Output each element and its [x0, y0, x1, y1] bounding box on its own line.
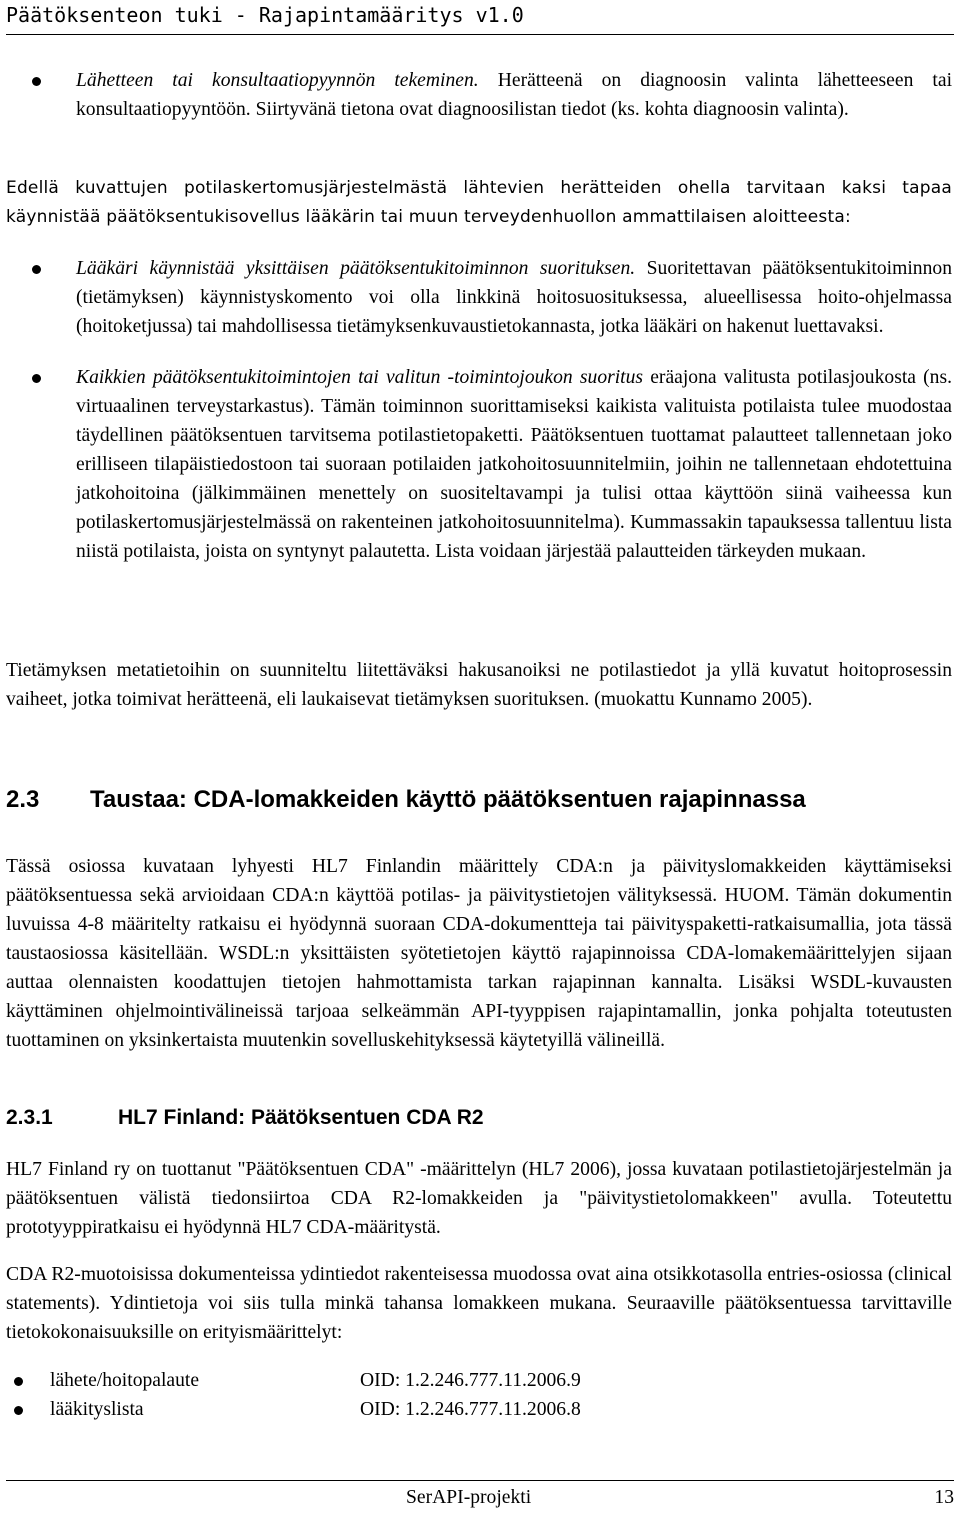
bullet-item — [6, 66, 952, 124]
bullet-lead: Lähetteen tai konsultaatiopyynnön tekeminen. — [76, 70, 479, 91]
section-heading-2-3 — [6, 786, 806, 814]
section-number: 2.3 — [6, 786, 40, 813]
meta-text: Tietämyksen metatietoihin on suunniteltu liitettäväksi hakusanoiksi ne potilastiedot ja yllä kuvatut hoitoprosessin vaiheet, jotka toimivat herätteenä, eli laukaisevat tietämyksen suorituksen. (muokattu Kunnamo 2005). — [6, 660, 952, 710]
section-heading-2-3-1 — [6, 1106, 484, 1130]
oid-value: OID: 1.2.246.777.11.2006.9 — [360, 1370, 581, 1391]
meta-paragraph — [6, 656, 952, 714]
bullet-dot — [32, 374, 41, 383]
section-2-3-paragraph — [6, 852, 952, 1055]
footer-project: SerAPI-projekti — [406, 1487, 532, 1508]
intro-text: Edellä kuvattujen potilaskertomusjärjestelmästä lähtevien herätteiden ohella tarvitaan kaksi tapaa käynnistää päätöksentukisovellus lääkärin tai muun terveydenhuollon ammattilaisen aloitteesta: — [6, 178, 952, 227]
oid-label: lääkityslista — [50, 1399, 144, 1420]
page-header — [6, 0, 954, 35]
bullet-item — [6, 254, 952, 341]
cda-text: CDA R2-muotoisissa dokumenteissa ydintiedot rakenteisessa muodossa ovat aina otsikkotasolla entries-osiossa (clinical statements). Ydintietoja voi siis tulla minkä tahansa lomakkeen mukana. Seuraaville päätöksentuessa tarvittaville tietokokonaisuuksille on erityismäärittelyt: — [6, 1264, 952, 1343]
section-number: 2.3.1 — [6, 1106, 53, 1129]
bullet-item — [6, 363, 952, 566]
bullet-text: Herätteenä on diagnoosin valinta lähetteeseen tai konsultaatiopyyntöön. Siirtyvänä tietona ovat diagnoosilistan tiedot (ks. kohta diagnoosin valinta). — [76, 70, 953, 120]
content-top — [6, 66, 952, 124]
cda-paragraph — [6, 1260, 952, 1347]
list-item — [6, 1395, 952, 1424]
content-mid — [6, 254, 952, 566]
hl7-text: HL7 Finland ry on tuottanut "Päätöksentuen CDA" -määrittelyn (HL7 2006), jossa kuvataan potilastietojärjestelmän ja päätöksentuen välistä tiedonsiirtoa CDA R2-lomakkeiden ja "päivitystietolomakkeen" avulla. Toteutettu prototyyppiratkaisu ei hyödynnä HL7 CDA-määritystä. — [6, 1159, 952, 1238]
bullet-dot — [32, 77, 41, 86]
bullet-dot — [14, 1406, 23, 1415]
bullet-text: Suoritettavan päätöksentukitoiminnon (tietämyksen) käynnistyskomento voi olla linkkinä hoitosuosituksessa, alueellisessa hoito-ohjelmassa (hoitoketjussa) tai mahdollisessa tietämyksenkuvaustietokannasta, jotka lääkäri on hakenut luettavaksi. — [76, 258, 952, 337]
oid-list — [6, 1366, 952, 1424]
bullet-dot — [32, 265, 41, 274]
section-title: HL7 Finland: Päätöksentuen CDA R2 — [118, 1106, 484, 1129]
list-item — [6, 1366, 952, 1395]
hl7-paragraph — [6, 1155, 952, 1242]
bullet-lead: Kaikkien päätöksentukitoimintojen tai valitun -toimintojoukon suoritus — [76, 367, 644, 388]
intro-paragraph — [6, 174, 952, 232]
bullet-dot — [14, 1377, 23, 1386]
page-footer — [6, 1480, 954, 1517]
bullet-text: eräajona valitusta potilasjoukosta (ns. virtuaalinen terveystarkastus). Tämän toiminnon suorittamiseksi kaikista valituista potilaista tulee muodostaa täydellinen päätöksentuen tarvitsema potilastietopaketti. Päätöksentuen tuottamat palautteet tallennetaan joko erilliseen tilapäistiedostoon tai suoraan potilaiden jatkohoitosuunnitelmiin, joihin ne tallennetaan ehdotettuina jatkohoitoina (jälkimmäinen menettely on suositeltavampi ja tulisi ottaa käyttöön siinä vaiheessa kun potilaskertomusjärjestelmässä on rakenteinen jatkohoitosuunnitelma). Kummassakin tapauksessa tallentuu lista niistä potilaista, joista on syntynyt palautetta. Lista voidaan järjestää palautteiden tärkeyden mukaan. — [76, 367, 952, 562]
bullet-lead: Lääkäri käynnistää yksittäisen päätöksentukitoiminnon suorituksen. — [76, 258, 636, 279]
oid-value: OID: 1.2.246.777.11.2006.8 — [360, 1399, 581, 1420]
section-title: Taustaa: CDA-lomakkeiden käyttö päätöksentuen rajapinnassa — [90, 786, 806, 813]
page-number: 13 — [934, 1487, 954, 1508]
oid-label: lähete/hoitopalaute — [50, 1370, 200, 1391]
header-title: Päätöksenteon tuki - Rajapintamääritys v1.0 — [6, 3, 524, 27]
section-2-3-text: Tässä osiossa kuvataan lyhyesti HL7 Finlandin määrittely CDA:n ja päivityslomakkeiden käyttämiseksi päätöksentuessa sekä arvioidaan CDA:n käyttöä potilas- ja päivitystietojen välityksessä. HUOM. Tämän dokumentin luvuissa 4-8 määritelty ratkaisu ei hyödynnä suoraan CDA-dokumentteja tai päivityspaketti-ratkaisumallia, jota tässä taustaosiossa käsitellään. WSDL:n yksittäisten syötetietojen käyttö rajapinnoissa CDA-lomakemäärittelyjen sijaan auttaa olennaisten koodattujen tietojen hahmottamista tarkan rajapinnan kannalta. Lisäksi WSDL-kuvausten käyttäminen ohjelmointivälineissä tarjoaa selkeämmän API-tyyppisen rajapintamallin, jonka pohjalta toteutusten tuottaminen on yksinkertaista muutenkin sovelluskehityksessä käytetyillä välineillä. — [6, 856, 952, 1051]
